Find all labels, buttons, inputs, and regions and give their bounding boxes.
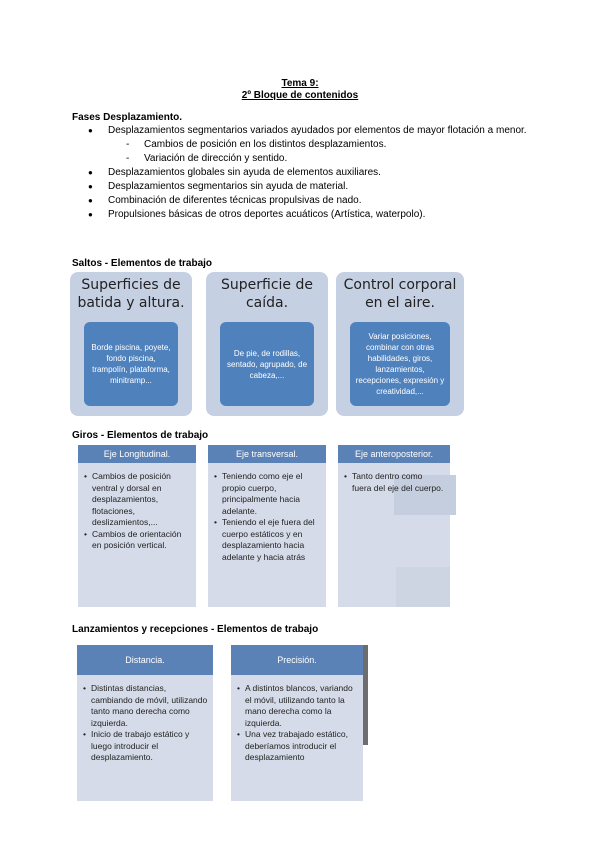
- list-item: • Inicio de trabajo estático y luego introducir el desplazamiento.: [83, 729, 209, 764]
- saltos-heading: Saltos - Elementos de trabajo: [72, 258, 213, 269]
- lanzamientos-column-title: Precisión.: [231, 645, 363, 675]
- list-item: • Teniendo como eje el propio cuerpo, principalmente hacia adelante.: [214, 471, 322, 517]
- sub-list-item: - Variación de dirección y sentido.: [108, 152, 538, 166]
- document-title: Tema 9:: [281, 78, 319, 89]
- decorative-bar: [363, 645, 368, 745]
- saltos-card-body: Variar posiciones, combinar con otras habilidades, giros, lanzamientos, recepciones, expresión y creatividad,...: [350, 322, 450, 406]
- list-item: ● Desplazamientos globales sin ayuda de elementos auxiliares.: [88, 166, 538, 180]
- saltos-card: [206, 272, 328, 416]
- lanzamientos-diagram: [77, 645, 367, 801]
- lanzamientos-column: [231, 645, 363, 801]
- fases-heading: Fases Desplazamiento.: [72, 112, 183, 123]
- list-item-text: Desplazamientos segmentarios variados ayudados por elementos de mayor flotación a menor.: [108, 125, 527, 136]
- giros-diagram: [78, 445, 450, 607]
- list-item: ● Propulsiones básicas de otros deportes acuáticos (Artística, waterpolo).: [88, 208, 538, 222]
- decorative-shade: [396, 567, 450, 607]
- list-item: • Cambios de posición ventral y dorsal en desplazamientos, flotaciones, deslizamientos,...: [84, 471, 192, 529]
- saltos-card-title: Control corporal en el aire.: [343, 277, 457, 311]
- list-item: ● Combinación de diferentes técnicas propulsivas de nado.: [88, 194, 538, 208]
- giros-column-list: [344, 471, 444, 494]
- giros-column: [338, 445, 450, 607]
- document-subtitle: 2º Bloque de contenidos: [241, 90, 359, 101]
- giros-column-title: Eje Longitudinal.: [78, 445, 196, 463]
- list-item: • Una vez trabajado estático, deberíamos introducir el desplazamiento: [237, 729, 359, 764]
- fases-list: [88, 124, 538, 222]
- saltos-card: [70, 272, 192, 416]
- list-item: ● Desplazamientos segmentarios sin ayuda de material.: [88, 180, 538, 194]
- giros-column: [208, 445, 326, 607]
- saltos-diagram: [70, 272, 464, 416]
- list-item: [88, 124, 538, 166]
- list-item: • Distintas distancias, cambiando de móvil, utilizando tanto mano derecha como izquierda.: [83, 683, 209, 729]
- list-item: • A distintos blancos, variando el móvil, utilizando tanto la mano derecha como la izquierda.: [237, 683, 359, 729]
- list-item: • Teniendo el eje fuera del cuerpo estáticos y en desplazamiento hacia adelante y hacia atrás: [214, 517, 322, 563]
- saltos-card-body: De pie, de rodillas, sentado, agrupado, de cabeza,...: [220, 322, 314, 406]
- lanzamientos-column: [77, 645, 213, 801]
- giros-column-list: [84, 471, 192, 552]
- giros-column-title: Eje anteroposterior.: [338, 445, 450, 463]
- list-item: • Tanto dentro como fuera del eje del cuerpo.: [344, 471, 444, 494]
- giros-column: [78, 445, 196, 607]
- saltos-card-title: Superficies de batida y altura.: [77, 277, 185, 311]
- lanzamientos-column-title: Distancia.: [77, 645, 213, 675]
- saltos-card-title: Superficie de caída.: [221, 277, 313, 311]
- sub-list-item: - Cambios de posición en los distintos desplazamientos.: [108, 138, 538, 152]
- lanzamientos-column-list: [83, 683, 209, 764]
- saltos-card-body: Borde piscina, poyete, fondo piscina, trampolín, plataforma, minitramp...: [84, 322, 178, 406]
- list-item: • Cambios de orientación en posición vertical.: [84, 529, 192, 552]
- lanzamientos-column-list: [237, 683, 359, 764]
- giros-heading: Giros - Elementos de trabajo: [72, 430, 209, 441]
- saltos-card: [336, 272, 464, 416]
- giros-column-title: Eje transversal.: [208, 445, 326, 463]
- lanzamientos-heading: Lanzamientos y recepciones - Elementos de trabajo: [72, 624, 319, 635]
- giros-column-list: [214, 471, 322, 563]
- fases-sublist: [108, 138, 538, 166]
